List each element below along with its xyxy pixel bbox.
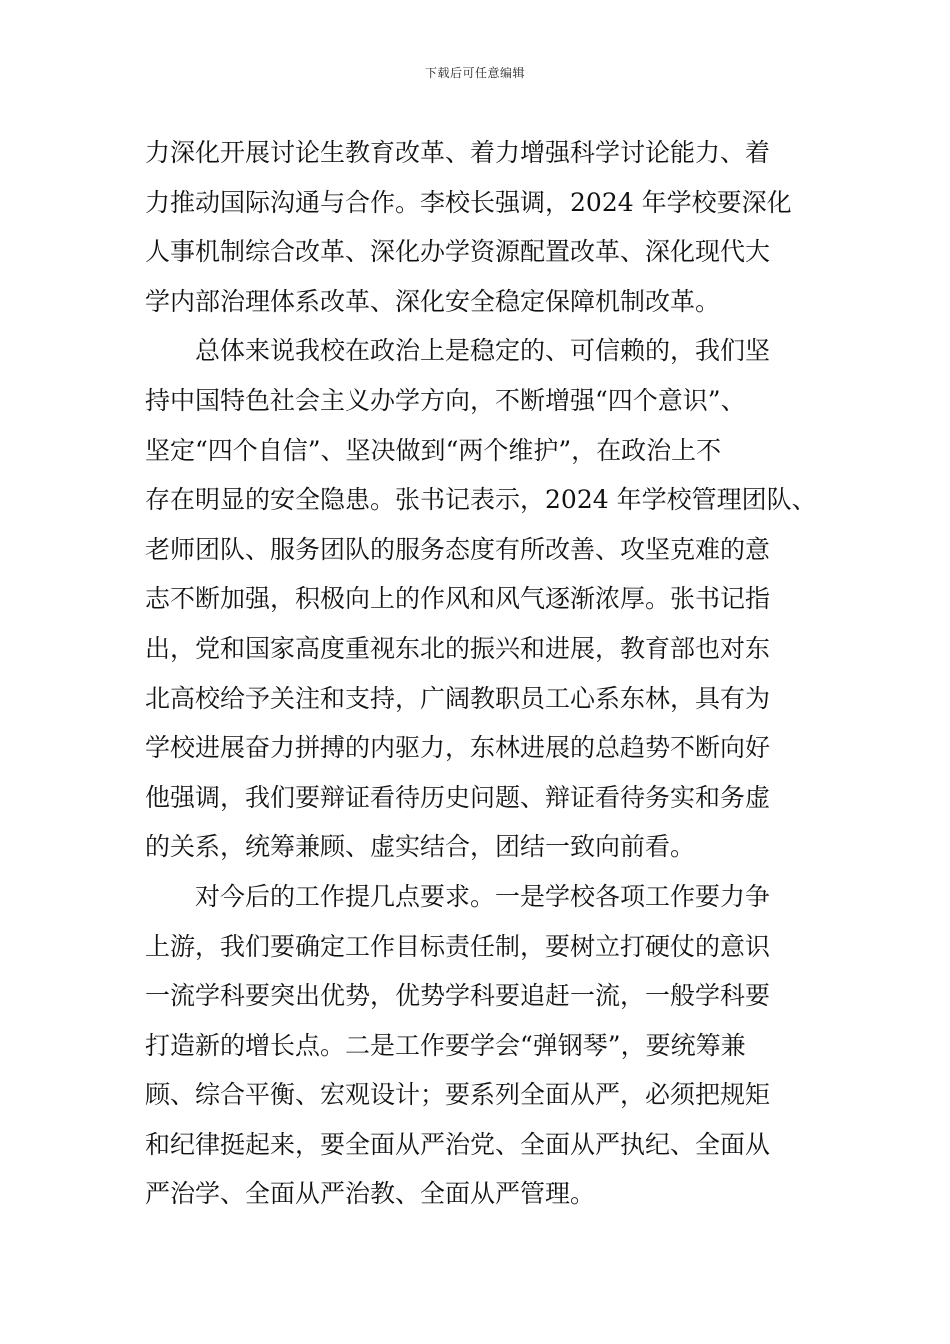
- text-line: 顾、综合平衡、宏观设计；要系列全面从严，必须把规矩: [145, 1080, 771, 1110]
- text-line: 学内部治理体系改革、深化安全稳定保障机制改革。: [145, 286, 721, 316]
- text-line: 力推动国际沟通与合作。李校长强调，2024 年学校要深化: [145, 187, 792, 217]
- text-line: 坚定“四个自信”、坚决做到“两个维护”，在政治上不: [145, 435, 722, 465]
- text-line: 和纪律挺起来，要全面从严治党、全面从严执纪、全面从: [145, 1129, 771, 1159]
- text-line: 人事机制综合改革、深化办学资源配置改革、深化现代大: [145, 237, 771, 267]
- text-line: 总体来说我校在政治上是稳定的、可信赖的，我们坚: [195, 336, 771, 366]
- text-line: 老师团队、服务团队的服务态度有所改善、攻坚克难的意: [145, 534, 771, 564]
- text-line: 一流学科要突出优势，优势学科要追赶一流，一般学科要: [145, 981, 771, 1011]
- text-line: 力深化开展讨论生教育改革、着力增强科学讨论能力、着: [145, 138, 771, 167]
- text-line: 持中国特色社会主义办学方向，不断增强“四个意识”、: [145, 385, 746, 415]
- document-body: [145, 128, 845, 1219]
- text-line: 出，党和国家高度重视东北的振兴和进展，教育部也对东: [145, 633, 771, 663]
- text-line: 的关系，统筹兼顾、虚实结合，团结一致向前看。: [145, 832, 696, 862]
- paragraph-3: [145, 872, 845, 1219]
- text-line: 北高校给予关注和支持，广阔教职员工心系东林，具有为: [145, 683, 771, 713]
- text-line: 志不断加强，积极向上的作风和风气逐渐浓厚。张书记指: [145, 584, 771, 614]
- text-line: 严治学、全面从严治教、全面从严管理。: [145, 1179, 596, 1209]
- text-line: 上游，我们要确定工作目标责任制，要树立打硬仗的意识: [145, 931, 771, 961]
- text-line: 打造新的增长点。二是工作要学会“弹钢琴”，要统筹兼: [145, 1030, 746, 1060]
- text-line: 存在明显的安全隐患。张书记表示，2024 年学校管理团队、: [145, 485, 817, 515]
- text-line: 对今后的工作提几点要求。一是学校各项工作要力争: [195, 881, 771, 911]
- text-line: 学校进展奋力拼搏的内驱力，东林进展的总趋势不断向好: [145, 733, 771, 763]
- page-header: 下载后可任意编辑: [424, 66, 525, 80]
- paragraph-2: [145, 326, 845, 872]
- paragraph-1: [145, 128, 845, 326]
- text-line: 他强调，我们要辩证看待历史问题、辩证看待务实和务虚: [145, 782, 771, 812]
